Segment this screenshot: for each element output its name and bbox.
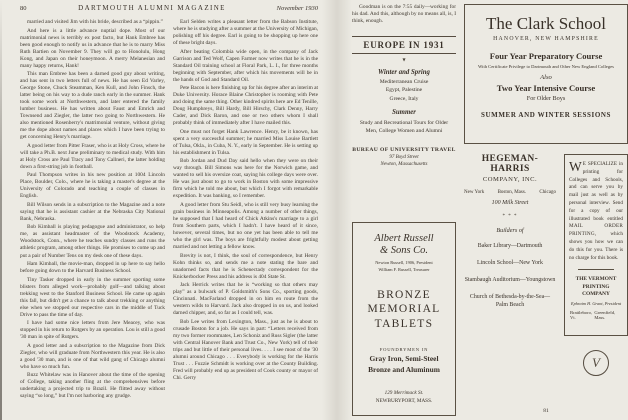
page-number-left: 80 (20, 5, 27, 12)
printer-monogram-icon: V (583, 350, 609, 376)
russell-product-block (357, 288, 451, 331)
right-page-bottom-ads (464, 154, 628, 376)
paragraph: This man Embree has been a darned good guy about writing, and has sent in two letters full of news. He has seen Ed Varley, George Stone, Chuck Steamman, Ken Kull, and John Finsch, the latter being on his way to a dude ranch early in the summer. Hank took some work at Northwestern, and later entered the family lumber business. He has written about Faust and Emrich and Townsend and Ziegler, the latter two going to Northwestern. He also mentioned Rosenberry's matrimonial venture, without giving me the dope about names and places which I have been trying to get concerning Henry's marriage. (20, 71, 165, 141)
foundrymen-label: FOUNDRYMEN IN (379, 347, 429, 353)
hegeman-projects-list (464, 243, 556, 310)
asterisk-ornament-icon: * * * (502, 214, 518, 219)
paragraph: Bob Lee writes from Lexington, Mass., just as he is about to crusade Boston for a job. He says in part: “Letters received from my two former roommates, Len Schoniz and Russ Sigler (the latter with Central Hanover Bank and Trust Co., New York) tell of their trips and but little of their personal lives. . . . I see most of the '30 alumni around Chicago . . . Everybody is working for the Harris Trust . . . Fuzzie Schmidt is working over at the County Building. Fred will probably end up as president of Cook county or mayor of Chi. Gerry (173, 318, 318, 381)
paragraph: Buzz Whitelaw was in Hanover about the time of the opening of College, taking another fling at the comprehensives before undertaking a projected trip to Brazil. He flitted away without saying “so long,” but I'm not harboring any grudge. (20, 372, 165, 400)
text-column-3 (352, 4, 456, 28)
paragraph: One must not forget Hank Lawrence. Henry, be it known, has spent a very successful summer; he married Miss Louise Bartlett of Tulsa, Okla., in Cuba, N. Y., early in September. He is setting up his establishment in Tulsa. (173, 128, 318, 156)
russell-company-name-line1: Albert Russell (374, 233, 434, 244)
text-column-2 (173, 19, 318, 413)
vermont-company-name: THE VERMONT PRINTING COMPANY (575, 276, 617, 297)
paragraph: I have had some nice letters from Jere Meacey, who was stopped in his return to Rutgers by an operation. Lou is still a good '30 man in spite of Rutgers. (20, 320, 165, 341)
vermont-cities (569, 310, 623, 320)
paragraph: Baker Library—Dartmouth (477, 243, 543, 249)
clark-school-location: HANOVER, NEW HAMPSHIRE (493, 36, 599, 42)
text-columns (20, 19, 318, 413)
text-column-1 (20, 19, 165, 413)
vermont-city-1: Brattleboro, Vt. (570, 310, 593, 321)
russell-officer-treasurer: William F. Russell, Treasurer (378, 267, 430, 273)
vermont-city-2: Greenfield, Mass. (594, 310, 616, 321)
paragraph: Jack Herrick writes that he is “working so that others may play” as a bulwark of P. Goldsmith's Sons Co., sporting goods, Cincinnati. MacFarland dropped in on him en route from the western wilds to Harvard. Jack also dropped in on us, and looked darned chipper, and, so far as I could tell, was. (173, 282, 318, 317)
clark-course-2-detail: For Older Boys (526, 95, 566, 102)
clark-course-1-detail: With Certificate Privilege to Dartmouth and Other New England Colleges (478, 64, 614, 69)
hegeman-city-1: New York (464, 190, 485, 195)
clark-course-1: Four Year Preparatory Course (489, 51, 603, 61)
page-gutter (322, 0, 352, 420)
paragraph: Bob Kimball is playing pedagogue and administrator, so help me, as assistant headmaster of the Woodstock Academy, Woodstock, Conn., where he teaches sundry classes and runs the athletic program, among other things. He promises to come up and put a pair of Number Tens on my desk one of these days. (20, 224, 165, 259)
paragraph: A good letter and a subscription to the Magazine from Dick Ziegler, who will graduate from Northwestern this year. He is also a good '30 man, and is one of that wild gang of Chicago alumni who have so much fun. (20, 342, 165, 370)
issue-date: November 1930 (276, 5, 318, 12)
page-81 (352, 4, 628, 416)
materials-line1: Gray Iron, Semi-Steel (369, 354, 439, 364)
summer-tours-text: Study and Recreational Tours for Older Men, College Women and Alumni (359, 119, 449, 134)
product-word-bronze: BRONZE (377, 289, 431, 302)
masthead: DARTMOUTH ALUMNI MAGAZINE (78, 4, 226, 12)
paragraph: Mediterranean Cruise (379, 78, 429, 85)
russell-company-block (357, 233, 451, 272)
hegeman-address: 100 Milk Street (491, 200, 529, 206)
clark-also-label: Also (540, 74, 552, 81)
paragraph: Bill Wilson sends in a subscription to the Magazine and a note saying that he is assistant cashier at the Nebraska City National Bank, Nebraska. (20, 201, 165, 222)
builders-of-label: Builders of (496, 227, 524, 234)
hegeman-city-3: Chicago (539, 190, 556, 195)
vermont-body-lead: E SPECIALIZE in printing for Colleges and Schools, and can serve you by mail just as well as by personal interview. Send for a copy of our illustrated book entitled (569, 161, 623, 222)
russell-officer-president: Newton Russell, 1906, President (375, 259, 433, 265)
running-header (20, 4, 318, 12)
paragraph: Ham Kimball, the movie-man, dropped in up here to say hello before going down to the Harvard Business School. (20, 261, 165, 275)
product-word-memorial: MEMORIAL (367, 303, 441, 316)
scan-edge (0, 0, 2, 420)
materials-line2: Bronze and Aluminum (368, 365, 440, 375)
paragraph: A good letter from Stu Seidl, who is still very busy learning the grain business in Minneapolis. Among a number of other things, he supposed that I had heard of Chick Atkins's marriage to a girl from Southern parts, which I hadn't. I have heard of it since, however, several times, but no one yet has been able to tell me who the girl was. The boys are frightfully modest about getting married and not letting a fellow know. (173, 201, 318, 250)
bureau-name: BUREAU OF UNIVERSITY TRAVEL (352, 146, 456, 153)
season-heading-summer: Summer (392, 108, 416, 116)
russell-company-name-line2: & Sons Co. (379, 245, 429, 257)
paragraph: Egypt, Palestine (385, 87, 423, 93)
paragraph: Paul Thompson writes in his new position at 1004 Lincoln Place, Boulder, Colo., where he is taking a master's degree at the University of Colorado and teaching a couple of classes in English. (20, 172, 165, 200)
russell-foundry-block (357, 347, 451, 375)
vermont-president: Ephraim H. Grant, President (570, 301, 622, 307)
paragraph: Stambaugh Auditorium—Youngstown (464, 276, 556, 283)
bureau-address-street: 97 Boyd Street (389, 154, 419, 160)
paragraph: Tiny Tasker dropped in early in the summer sporting some blisters from alleged work—probably golf—and talking about trekking west to the Stanford Business School. He came up again this fall, but didn't get a chance to talk about trekking or anything else when we stopped our respective cars in the middle of Tuck Drive to pass the time of day. (20, 276, 165, 318)
paragraph: married and visited Jim with his bride, described as a “pippin.” (27, 19, 163, 25)
paragraph: A good letter from Pitter Fraser, who is at Holy Cross, where he will take a Ph.B. next June preliminary to medical study. With him at Holy Cross are Paul Tracy and Tony Callneri, the latter holding down a first-string job in football. (20, 142, 165, 170)
russell-address-block (357, 390, 451, 405)
paragraph: Pete Bacon is here finishing up for his degree after an interim at Duke University. Horace Blaine Christopher is rooming with Pete and doing the same thing. Other kindred spirits here are Ed Tenille, Doug Humphreys, Bill Hardy, Bill Hirschy, Clark Denny, Harry Cader, and Dick Baron, and one or two others whom I shall probably think of immediately after I have mailed this. (173, 85, 318, 127)
season-heading-winter-spring: Winter and Spring (378, 69, 430, 76)
right-page-wide-column (464, 4, 628, 416)
paragraph: After beating Colombia wide open, in the company of Jack Garrison and Ted Wolf, Capen Farmer now writes that he is in the Standard Oil training school at Floral Park, L. I., for three months beginning with September, after which his movements will be in the hands of God and Standard Oil. (173, 48, 318, 83)
europe-ad-title: EUROPE IN 1931 (352, 36, 456, 54)
russell-city: NEWBURYPORT, MASS. (375, 397, 433, 404)
vermont-body-tail: , which shows you how we can do this for you. There is no charge for this book. (569, 231, 623, 261)
bureau-address-city: Newton, Massachusetts (380, 161, 428, 167)
hegeman-name: HEGEMAN-HARRIS (481, 154, 539, 174)
hegeman-cities (464, 190, 556, 195)
bronze-tablets-ad (352, 222, 456, 416)
paragraph: Brevity is not, I think, the soul of correspondence, but Henry Kohn thinks so, and sends me a note stating the bare and unadorned facts that he is Schenectady correspondent for the Knickerbocker Press and his address is 404 State St. (173, 252, 318, 280)
divider-rule (578, 269, 614, 270)
paragraph: Greece, Italy (389, 95, 419, 102)
hegeman-city-2: Boston, Mass. (497, 190, 527, 195)
drop-cap: W (569, 159, 582, 174)
paragraph: And here is a little advance nuptial dope. Most of our matrimonial news is terribly ex post facto, but Hank Embree has been good enough to notify us in advance that he is to marry Miss Ruth Bartien on November 9. They will go to Honolulu, Hong Kong, and Japan on their honeymoon. A merry Melanesian and many happy returns, Hank! (20, 27, 165, 69)
clark-course-2: Two Year Intensive Course (496, 83, 596, 93)
clark-school-ad (464, 4, 628, 144)
winter-spring-items (352, 79, 456, 102)
right-page-narrow-column (352, 4, 456, 416)
paragraph: Goodman is on the 7:55 daily—working for his dad. And this, although by no means all, is, I think, enough. (352, 4, 456, 25)
vermont-ad-body (569, 161, 623, 262)
vermont-body-caps: MAIL ORDER PRINTING (569, 223, 623, 238)
hegeman-harris-ad (464, 154, 556, 376)
page-80 (20, 4, 318, 416)
clark-school-name: The Clark School (486, 14, 606, 33)
page-number-right: 81 (543, 408, 549, 414)
paragraph: Lincoln School—New York (477, 259, 543, 266)
russell-street: 129 Merrimack St. (384, 390, 424, 397)
paragraph: Earl Selden writes a pleasant letter from the Babson Institute, where he is studying after a summer at the University of Michigan, polishing off his degree. Earl is going to be shopping up here one of these bright days. (173, 19, 318, 47)
hegeman-company-label: COMPANY, INC. (482, 176, 538, 183)
europe-1931-ad (352, 36, 456, 167)
clark-sessions-label: SUMMER AND WINTER SESSIONS (480, 111, 612, 119)
paragraph: Church of Bethesda-by-the-Sea—Palm Beach (469, 293, 551, 308)
triangle-ornament-icon: ▼ (402, 57, 406, 62)
paragraph: Bob Jordan and Dud Day said hello when they were on their way through. Bill Simons was here for the Norwich game, and wanted to sell his oversize coat, saying his college days were over. He was just about to go to work in Boston with some impressive firm which he told me about, but which I forgot with remarkable expedition. It was banking, so I remember. (173, 158, 318, 200)
product-word-tablets: TABLETS (374, 317, 434, 330)
vermont-printing-ad (564, 154, 628, 336)
vermont-printing-column (564, 154, 628, 376)
